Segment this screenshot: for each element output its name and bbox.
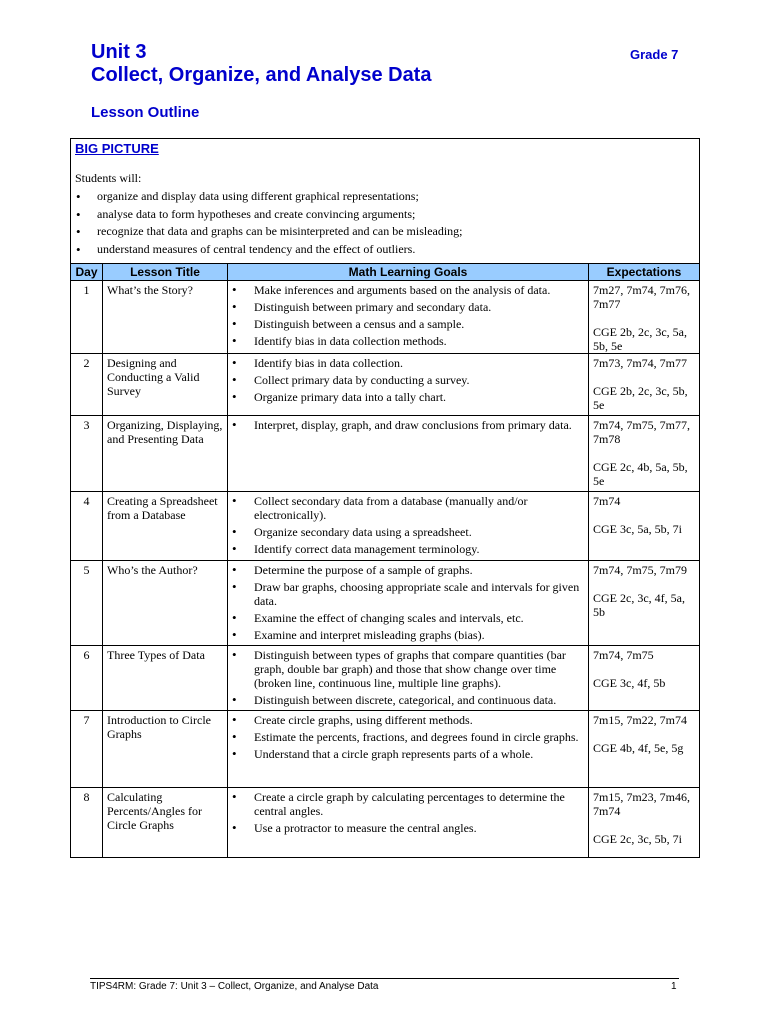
big-picture-item: • understand measures of central tendency and the effect of outliers.: [75, 241, 695, 259]
lesson-day: 3: [71, 416, 103, 492]
lesson-goals: [228, 561, 589, 646]
lesson-goals: [228, 788, 589, 858]
lesson-expectations: [589, 492, 700, 561]
lesson-goals: [228, 416, 589, 492]
goal-list: [228, 356, 586, 404]
lesson-outline-table: [70, 138, 700, 858]
page-title: Collect, Organize, and Analyse Data: [91, 64, 432, 86]
expectation-spacer: [593, 446, 696, 460]
footer-divider: [90, 978, 679, 979]
expectation-spacer: [593, 311, 696, 325]
goal-item: • Identify bias in data collection methods.: [228, 334, 586, 348]
goal-item: • Organize primary data into a tally chart.: [228, 390, 586, 404]
goal-item: • Estimate the percents, fractions, and degrees found in circle graphs.: [228, 730, 586, 744]
expectation-codes: 7m74, 7m75, 7m79: [593, 563, 688, 577]
expectation-codes: 7m73, 7m74, 7m77: [593, 356, 688, 370]
lesson-expectations: [589, 711, 700, 788]
goal-item: • Examine the effect of changing scales and intervals, etc.: [228, 611, 586, 625]
lesson-row: [71, 646, 700, 711]
goal-list: [228, 648, 586, 707]
lesson-day: 5: [71, 561, 103, 646]
goal-item: • Create circle graphs, using different methods.: [228, 713, 586, 727]
goal-list: [228, 790, 586, 835]
cge-codes: CGE 4b, 4f, 5e, 5g: [593, 741, 684, 755]
goal-item: • Identify bias in data collection.: [228, 356, 586, 370]
lesson-title: Organizing, Displaying, and Presenting Data: [103, 416, 228, 492]
unit-label: Unit 3: [91, 41, 147, 63]
goal-item: • Interpret, display, graph, and draw conclusions from primary data.: [228, 418, 586, 432]
lesson-row: [71, 561, 700, 646]
big-picture-item: • organize and display data using different graphical representations;: [75, 188, 695, 206]
goal-item: • Distinguish between a census and a sample.: [228, 317, 586, 331]
column-header-expectations: Expectations: [589, 264, 700, 281]
goal-item: • Create a circle graph by calculating percentages to determine the central angles.: [228, 790, 586, 818]
goal-item: • Identify correct data management terminology.: [228, 542, 586, 556]
goal-list: [228, 563, 586, 642]
expectation-codes: 7m74, 7m75: [593, 648, 654, 662]
goal-item: • Draw bar graphs, choosing appropriate scale and intervals for given data.: [228, 580, 586, 608]
goal-item: • Understand that a circle graph represents parts of a whole.: [228, 747, 586, 761]
lesson-title: What’s the Story?: [103, 281, 228, 354]
lesson-goals: [228, 354, 589, 416]
cge-codes: CGE 2c, 3c, 4f, 5a, 5b: [593, 591, 685, 619]
grade-label: Grade 7: [630, 47, 679, 62]
cge-codes: CGE 2b, 2c, 3c, 5a, 5b, 5e: [593, 325, 687, 353]
goal-item: • Organize secondary data using a spreadsheet.: [228, 525, 586, 539]
lesson-outline-heading: Lesson Outline: [91, 104, 200, 121]
cge-codes: CGE 2c, 4b, 5a, 5b, 5e: [593, 460, 688, 488]
lesson-expectations: [589, 416, 700, 492]
lesson-title: Creating a Spreadsheet from a Database: [103, 492, 228, 561]
cge-codes: CGE 3c, 5a, 5b, 7i: [593, 522, 682, 536]
goal-item: • Examine and interpret misleading graphs (bias).: [228, 628, 586, 642]
lesson-row: [71, 788, 700, 858]
lesson-day: 6: [71, 646, 103, 711]
lesson-title: Designing and Conducting a Valid Survey: [103, 354, 228, 416]
expectation-spacer: [593, 662, 696, 676]
goal-item: • Collect primary data by conducting a survey.: [228, 373, 586, 387]
expectation-spacer: [593, 727, 696, 741]
lesson-title: Introduction to Circle Graphs: [103, 711, 228, 788]
lesson-row: [71, 416, 700, 492]
big-picture-item: • analyse data to form hypotheses and create convincing arguments;: [75, 206, 695, 224]
lesson-expectations: [589, 788, 700, 858]
expectation-spacer: [593, 508, 696, 522]
expectation-spacer: [593, 370, 696, 384]
big-picture-item: • recognize that data and graphs can be misinterpreted and can be misleading;: [75, 223, 695, 241]
page-number: 1: [671, 981, 677, 992]
big-picture-list: [75, 188, 695, 258]
goal-item: • Distinguish between primary and secondary data.: [228, 300, 586, 314]
big-picture-section: [71, 139, 700, 264]
lesson-row: [71, 711, 700, 788]
lesson-expectations: [589, 354, 700, 416]
cge-codes: CGE 2b, 2c, 3c, 5b, 5e: [593, 384, 688, 412]
column-header-day: Day: [71, 264, 103, 281]
goal-item: • Determine the purpose of a sample of graphs.: [228, 563, 586, 577]
goal-list: [228, 418, 586, 432]
column-header-lesson-title: Lesson Title: [103, 264, 228, 281]
big-picture-row: [71, 139, 700, 264]
expectation-codes: 7m15, 7m22, 7m74: [593, 713, 688, 727]
expectation-codes: 7m15, 7m23, 7m46, 7m74: [593, 790, 691, 818]
goal-item: • Collect secondary data from a database (manually and/or electronically).: [228, 494, 586, 522]
column-header-row: [71, 264, 700, 281]
expectation-spacer: [593, 818, 696, 832]
expectation-codes: 7m74, 7m75, 7m77, 7m78: [593, 418, 691, 446]
lesson-row: [71, 281, 700, 354]
lesson-title: Calculating Percents/Angles for Circle Graphs: [103, 788, 228, 858]
big-picture-heading: BIG PICTURE: [75, 141, 159, 156]
lesson-day: 7: [71, 711, 103, 788]
lesson-expectations: [589, 281, 700, 354]
lesson-title: Who’s the Author?: [103, 561, 228, 646]
lesson-day: 8: [71, 788, 103, 858]
expectation-spacer: [593, 577, 696, 591]
goal-item: • Distinguish between discrete, categorical, and continuous data.: [228, 693, 586, 707]
cge-codes: CGE 3c, 4f, 5b: [593, 676, 666, 690]
goal-item: • Make inferences and arguments based on the analysis of data.: [228, 283, 586, 297]
lesson-goals: [228, 281, 589, 354]
lesson-day: 4: [71, 492, 103, 561]
goal-list: [228, 713, 586, 761]
goal-list: [228, 494, 586, 556]
lesson-row: [71, 492, 700, 561]
lesson-row: [71, 354, 700, 416]
lesson-expectations: [589, 646, 700, 711]
cge-codes: CGE 2c, 3c, 5b, 7i: [593, 832, 682, 846]
column-header-math-learning-goals: Math Learning Goals: [228, 264, 589, 281]
lesson-goals: [228, 646, 589, 711]
lesson-day: 1: [71, 281, 103, 354]
footer-text: TIPS4RM: Grade 7: Unit 3 – Collect, Organize, and Analyse Data: [90, 981, 379, 992]
lesson-goals: [228, 711, 589, 788]
expectation-codes: 7m27, 7m74, 7m76, 7m77: [593, 283, 691, 311]
big-picture-intro: Students will:: [75, 171, 142, 185]
goal-item: • Distinguish between types of graphs that compare quantities (bar graph, double bar graph) and those that show change over time (broken line, continuous line, multiple line graphs).: [228, 648, 586, 690]
expectation-codes: 7m74: [593, 494, 621, 508]
lesson-day: 2: [71, 354, 103, 416]
lesson-expectations: [589, 561, 700, 646]
lesson-title: Three Types of Data: [103, 646, 228, 711]
goal-item: • Use a protractor to measure the central angles.: [228, 821, 586, 835]
goal-list: [228, 283, 586, 348]
lesson-goals: [228, 492, 589, 561]
